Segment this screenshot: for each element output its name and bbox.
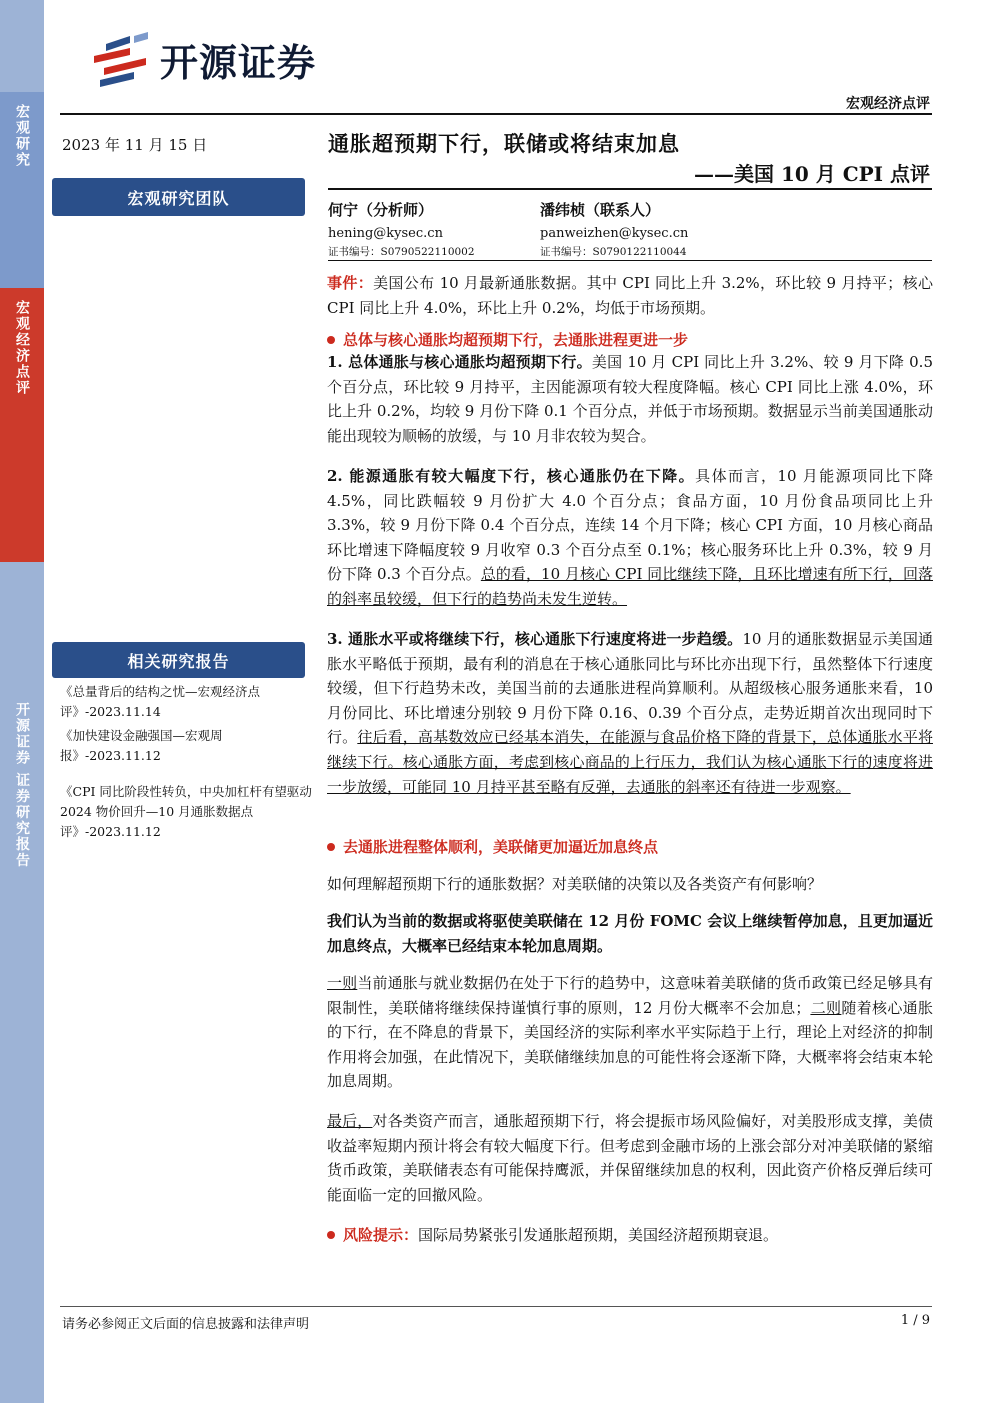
team-label: 宏观研究团队 [52,178,305,216]
section-heading: 总体与核心通胀均超预期下行，去通胀进程更进一步 [327,329,688,350]
question-paragraph: 如何理解超预期下行的通胀数据？对美联储的决策以及各类资产有何影响？ [327,875,823,893]
side-label-research: 宏观研究 [0,92,44,288]
analyst-cert: 证书编号：S0790122110044 [540,246,687,258]
event-text: 美国公布 10 月最新通胀数据。其中 CPI 同比上升 3.2%，环比较 9 月持平；核心 CPI 同比上升 4.0%，环比上升 0.2%，均低于市场预期。 [327,274,933,317]
report-type: 宏观经济点评 [846,96,930,112]
logo-mark-icon [86,30,154,88]
company-logo [86,30,316,88]
bullet-icon [327,1231,335,1239]
assets-paragraph: 最后，对各类资产而言，通胀超预期下行，将会提振市场风险偏好，对美股形成支撑，美债收益率短期内预计将会有较大幅度下行。但考虑到金融市场的上涨会部分对冲美联储的紧缩货币政策，美联储表态有可能保持鹰派，并保留继续加息的权利，因此资产价格反弹后续可能面临一定的回撤风险。 [327,1112,933,1204]
paragraph-1: 1. 总体通胀与核心通胀均超预期下行。美国 10 月 CPI 同比上升 3.2%、较 9 月下降 0.5 个百分点，环比较 9 月持平，主因能源项有较大程度降幅。核心 CPI 同比上涨 4.0%，环比上升 0.2%，均较 9 月份下降 0.1 个百分点，并低于市场预期。数据显示当前美国通胀动能出现较为顺畅的放缓，与 10 月非农较为契合。 [327,353,933,445]
paragraph-3: 3. 通胀水平或将继续下行，核心通胀下行速度将进一步趋缓。10 月的通胀数据显示美国通胀水平略低于预期，最有利的消息在于核心通胀同比与环比亦出现下行，虽然整体下行速度较缓，但下行趋势未改，美国当前的去通胀进程尚算顺利。从超级核心服务通胀来看，10 月份同比、环比增速分别较 9 月份下降 0.16、0.39 个百分点，走势近期首次出现同时下行。往后看，高基数效应已经基本消失，在能源与食品价格下降的背景下，总体通胀水平将继续下行。核心通胀方面，考虑到核心商品的上行压力，我们认为核心通胀下行的速度将进一步放缓，可能同 10 月持平甚至略有反弹，去通胀的斜率还有待进一步观察。 [327,630,933,796]
side-label-company: 开源证券 证券研究报告 [14,702,30,869]
related-report-link[interactable]: 《CPI 同比阶段性转负，中央加杠杆有望驱动 2024 物价回升—10 月通胀数据点评》-2023.11.12 [60,784,312,839]
analyst-block [328,198,475,260]
bullet-icon [327,843,335,851]
analyst-name: 何宁（分析师） [328,201,434,219]
analyst-divider [328,260,932,261]
report-title: 通胀超预期下行，联储或将结束加息 [328,131,680,156]
related-reports-label: 相关研究报告 [52,642,305,678]
analyst-name: 潘纬桢（联系人） [540,201,661,219]
analyst-block [540,198,688,260]
related-report-link[interactable]: 《加快建设金融强国—宏观周报》-2023.11.12 [60,728,223,763]
footer-disclaimer: 请务必参阅正文后面的信息披露和法律声明 [62,1317,310,1332]
page-number: 1 / 9 [900,1313,930,1328]
risk-paragraph: 风险提示： 国际局势紧张引发通胀超预期，美国经济超预期衰退。 [327,1223,933,1248]
paragraph-2: 2. 能源通胀有较大幅度下行，核心通胀仍在下降。具体而言，10 月能源项同比下降 4.5%，同比跌幅较 9 月份扩大 4.0 个百分点；食品方面，10 月份食品项同比上升 3.3%，较 9 月份下降 0.4 个百分点，连续 14 个月下降；核心 CPI 方面，10 月核心商品环比增速下降幅度较 9 月收窄 0.3 个百分点至 0.1%；核心服务环比上升 0.3%，较 9 月份下降 0.3 个百分点。总的看，10 月核心 CPI 同比继续下降，且环比增速有所下行，回落的斜率虽较缓，但下行的趋势尚未发生逆转。 [327,467,934,608]
reason-paragraph: 一则当前通胀与就业数据仍在处于下行的趋势中，这意味着美联储的货币政策已经足够具有限制性，美联储将继续保持谨慎行事的原则，12 月份大概率不会加息；二则随着核心通胀的下行，在不降息的背景下，美国经济的实际利率水平实际趋于上行，理论上对经济的抑制作用将会加强，在此情况下，美联储继续加息的可能性将会逐渐下降，大概率将会结束本轮加息周期。 [327,974,933,1091]
analyst-email[interactable]: hening@kysec.cn [328,226,443,241]
footer-divider [60,1306,932,1307]
event-paragraph [327,271,933,320]
related-report-link[interactable]: 《总量背后的结构之忧—宏观经济点评》-2023.11.14 [60,684,261,719]
side-label-type: 宏观经济点评 [0,288,44,562]
related-reports-list [60,682,322,846]
header-divider [60,113,932,115]
analyst-cert: 证书编号：S0790522110002 [328,246,475,258]
report-subtitle: ——美国 10 月 CPI 点评 [694,162,930,186]
bullet-icon [327,336,335,344]
view-paragraph: 我们认为当前的数据或将驱使美联储在 12 月份 FOMC 会议上继续暂停加息，且更加逼近加息终点，大概率已经结束本轮加息周期。 [327,912,933,955]
report-date: 2023 年 11 月 15 日 [62,136,208,154]
analyst-email[interactable]: panweizhen@kysec.cn [540,226,689,241]
section-heading: 去通胀进程整体顺利，美联储更加逼近加息终点 [327,836,658,857]
company-name: 开源证券 [160,40,317,85]
title-divider [328,188,932,190]
event-label: 事件： [327,274,374,292]
